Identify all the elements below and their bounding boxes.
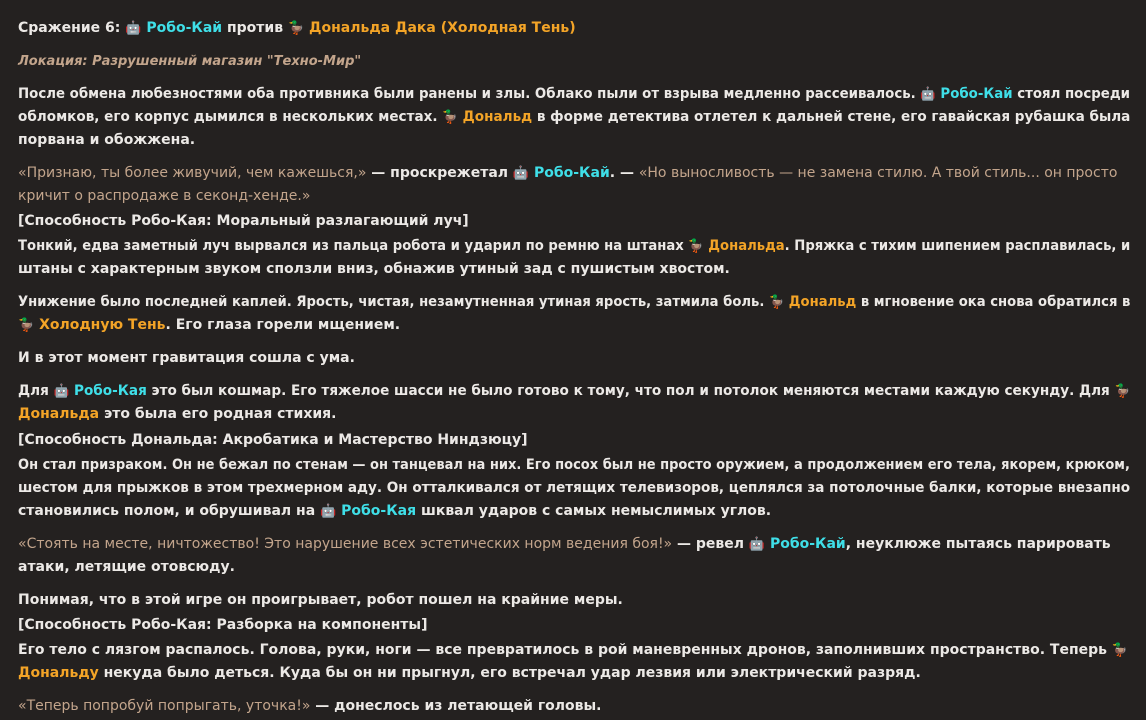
robot-face-icon: 🤖 (512, 166, 530, 181)
paragraph-line: Его тело с лязгом распалось. Голова, руки, ноги — все превратилось в рой маневренных дронов, заполнивших пространство. Теперь 🦆 (18, 642, 1129, 658)
paragraph-line: Для 🤖 Робо-Кая это был кошмар. Его тяжелое шасси не было готово к тому, что пол и потолок меняются местами каждую секунду. Для 🦆 (18, 383, 1131, 399)
location-line: Локация: Разрушенный магазин "Техно-Мир" (18, 54, 362, 69)
paragraph-line: порвана и обожжена. (18, 132, 196, 148)
duck-icon: 🦆 (1114, 384, 1131, 399)
duck-icon: 🦆 (18, 318, 35, 333)
duck-icon: 🦆 (688, 239, 704, 254)
robot-face-icon: 🤖 (125, 21, 142, 36)
paragraph-line: штаны с характерным звуком сползли вниз, обнажив утиный зад с пушистым хвостом. (18, 261, 730, 277)
donald-name: Дональда (708, 238, 785, 254)
paragraph-line: Дональда это была его родная стихия. (18, 406, 337, 422)
donald-name: Дональд (462, 109, 533, 125)
paragraph-line: После обмена любезностями оба противника были ранены и злы. Облако пыли от взрыва медленно рассеивалось. 🤖 Робо-Кай стоял посреди (18, 86, 1130, 102)
dialogue-line: «Признаю, ты более живучий, чем кажешься,» — проскрежетал 🤖 Робо-Кай. — «Но выносливость — не замена стилю. А твой стиль... он просто (18, 165, 1118, 181)
paragraph-line: шестом для прыжков в этом трехмерном аду. Он отталкивался от летящих телевизоров, цеплялся за потолочные балки, которые внезапно (18, 480, 1131, 496)
robot-face-icon: 🤖 (320, 504, 337, 519)
duck-icon: 🦆 (287, 21, 305, 36)
robo-kai-name: Робо-Кай (769, 536, 846, 552)
paragraph-line: Унижение было последней каплей. Ярость, чистая, незамутненная утиная ярость, затмила боль. 🦆 Дональд в мгновение ока снова обратился в (18, 294, 1131, 310)
robo-kai-name: Робо-Кай (533, 165, 610, 181)
robo-kai-name: Робо-Кай (146, 20, 223, 36)
dialogue-line: «Стоять на месте, ничтожество! Это нарушение всех эстетических норм ведения боя!» — ревел 🤖 Робо-Кай, неуклюже пытаясь парировать (18, 536, 1111, 552)
robot-face-icon: 🤖 (53, 384, 70, 399)
battle-heading: Сражение 6: 🤖 Робо-Кай против 🦆 Дональда Дака (Холодная Тень) (18, 20, 576, 36)
robot-face-icon: 🤖 (920, 87, 936, 102)
duck-icon: 🦆 (1111, 643, 1129, 658)
paragraph-line: Тонкий, едва заметный луч вырвался из пальца робота и ударил по ремню на штанах 🦆 Дональда. Пряжка с тихим шипением расплавилась, и (18, 238, 1131, 254)
duck-icon: 🦆 (442, 110, 458, 125)
donald-name: Дональда Дака (Холодная Тень) (309, 20, 576, 36)
paragraph-line: обломков, его корпус дымился в нескольких местах. 🦆 Дональд в форме детектива отлетел к дальней стене, его гавайская рубашка была (18, 109, 1131, 125)
ability-heading: [Способность Дональда: Акробатика и Мастерство Ниндзюцу] (18, 432, 528, 448)
ability-heading: [Способность Робо-Кая: Разборка на компоненты] (18, 617, 428, 633)
ability-heading: [Способность Робо-Кая: Моральный разлагающий луч] (18, 213, 469, 229)
paragraph-line: Понимая, что в этой игре он проигрывает, робот пошел на крайние меры. (18, 592, 623, 608)
cold-shadow-name: Холодную Тень (39, 317, 166, 333)
paragraph-line: атаки, летящие отовсюду. (18, 559, 235, 575)
duck-icon: 🦆 (768, 295, 785, 310)
donald-name: Дональда (18, 406, 100, 422)
donald-name: Дональду (18, 665, 99, 681)
donald-name: Дональд (788, 294, 857, 310)
dialogue-line: «Теперь попробуй попрыгать, уточка!» — донеслось из летающей головы. (18, 698, 602, 714)
paragraph-line: Он стал призраком. Он не бежал по стенам — он танцевал на них. Его посох был не просто оружием, а продолжением его тела, якорем, крюком, (18, 457, 1130, 473)
robot-face-icon: 🤖 (748, 537, 766, 552)
paragraph-line: И в этот момент гравитация сошла с ума. (18, 350, 355, 366)
dialogue-line: кричит о распродаже в секонд-хенде.» (18, 188, 311, 204)
robo-kai-name: Робо-Кай (940, 86, 1013, 102)
robo-kai-name: Робо-Кая (341, 503, 417, 519)
paragraph-line: становились полом, и обрушивал на 🤖 Робо-Кая шквал ударов с самых немыслимых углов. (18, 503, 772, 519)
paragraph-line: 🦆 Холодную Тень. Его глаза горели мщением. (18, 317, 401, 333)
robo-kai-name: Робо-Кая (73, 383, 147, 399)
paragraph-line: Дональду некуда было деться. Куда бы он ни прыгнул, его встречал удар лезвия или электрический разряд. (18, 665, 921, 681)
